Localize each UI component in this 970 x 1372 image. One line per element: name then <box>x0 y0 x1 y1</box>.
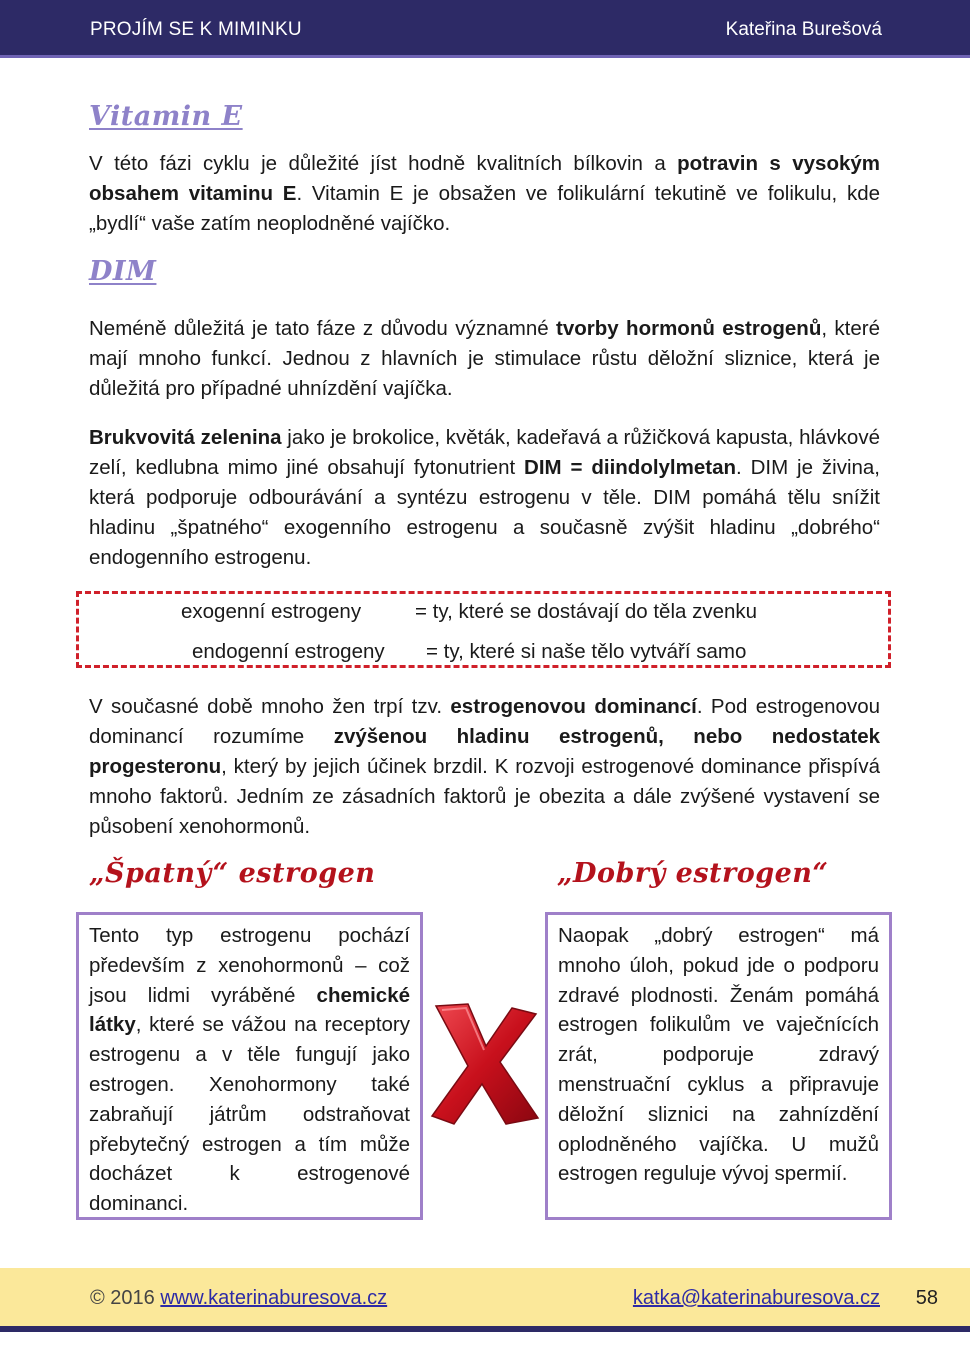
heading-dim: DIM <box>89 256 157 287</box>
copyright: © 2016 www.katerinaburesova.cz <box>90 1287 388 1309</box>
paragraph-dim-1: Neméně důležitá je tato fáze z důvodu významné tvorby hormonů estrogenů, které mají mnoho funkcí. Jednou z hlavních je stimulace růstu děložní sliznice, která je důležitá pro případné uhnízdění vajíčka. <box>89 317 880 400</box>
paragraph-vitamin-e: V této fázi cyklu je důležité jíst hodně kvalitních bílkovin a potravin s vysokým obsahem vitaminu E. Vitamin E je obsažen ve folikulární tekutině ve folikulu, kde „bydlí“ vaše zatím neoplodněné vajíčko. <box>89 152 880 235</box>
heading-bad-estrogen: „Špatný“ estrogen <box>89 858 376 889</box>
heading-good-estrogen: „Dobrý estrogen“ <box>557 858 829 889</box>
paragraph-estrogen-dominance: V současné době mnoho žen trpí tzv. estrogenovou dominancí. Pod estrogenovou dominancí rozumíme zvýšenou hladinu estrogenů, nebo nedostatek progesteronu, který by jejich účinek brzdil. K rozvoji estrogenové dominance přispívá mnoho faktorů. Jedním ze zásadních faktorů je obezita a dále zvýšené vystavení se působení xenohormonů. <box>89 695 881 838</box>
heading-vitamin-e: Vitamin E <box>89 101 243 132</box>
page-footer <box>0 1268 970 1326</box>
bad-estrogen-box: Tento typ estrogenu pochází především z xenohormonů – což jsou lidmi vyráběné chemické látky, které se vážou na receptory estrogenu a v těle fungují jako estrogen. Xenohormony také zabraňují játrům odstraňovat přebytečný estrogen a tím může docházet k estrogenové dominanci. <box>76 912 423 1220</box>
definition-exogenous-term: exogenní estrogeny <box>181 600 362 623</box>
email-link[interactable]: katka@katerinaburesova.cz <box>632 1287 880 1309</box>
definition-endogenous-text: = ty, které si naše tělo vytváří samo <box>426 640 747 663</box>
footer-divider <box>0 1326 970 1332</box>
red-x-icon <box>428 1000 540 1128</box>
author-name: Kateřina Burešová <box>725 19 882 40</box>
paragraph-dim-2: Brukvovitá zelenina jako je brokolice, květák, kadeřavá a růžičková kapusta, hlávkové zelí, kedlubna mimo jiné obsahují fytonutrient DIM = diindolylmetan. DIM je živina, která podporuje odbourávání a syntézu estrogenu v těle. DIM pomáhá tělu snížit hladinu „špatného“ exogenního estrogenu a současně zvýšit hladinu „dobrého“ endogenního estrogenu. <box>89 426 880 569</box>
definition-endogenous-term: endogenní estrogeny <box>192 640 385 663</box>
definition-exogenous-text: = ty, které se dostávají do těla zvenku <box>415 600 758 623</box>
book-title: PROJÍM SE K MIMINKU <box>90 19 302 40</box>
page-number: 58 <box>915 1287 938 1309</box>
good-estrogen-box: Naopak „dobrý estrogen“ má mnoho úloh, pokud jde o podporu zdravé plodnosti. Ženám pomáhá estrogen folikulům ve vaječnících zrát, podporuje zdravý menstruační cyklus a připravuje děložní sliznici na zahnízdění oplodněného vajíčka. U mužů estrogen reguluje vývoj spermií. <box>545 912 892 1220</box>
page-header <box>0 0 970 58</box>
website-link[interactable]: www.katerinaburesova.cz <box>160 1287 388 1309</box>
